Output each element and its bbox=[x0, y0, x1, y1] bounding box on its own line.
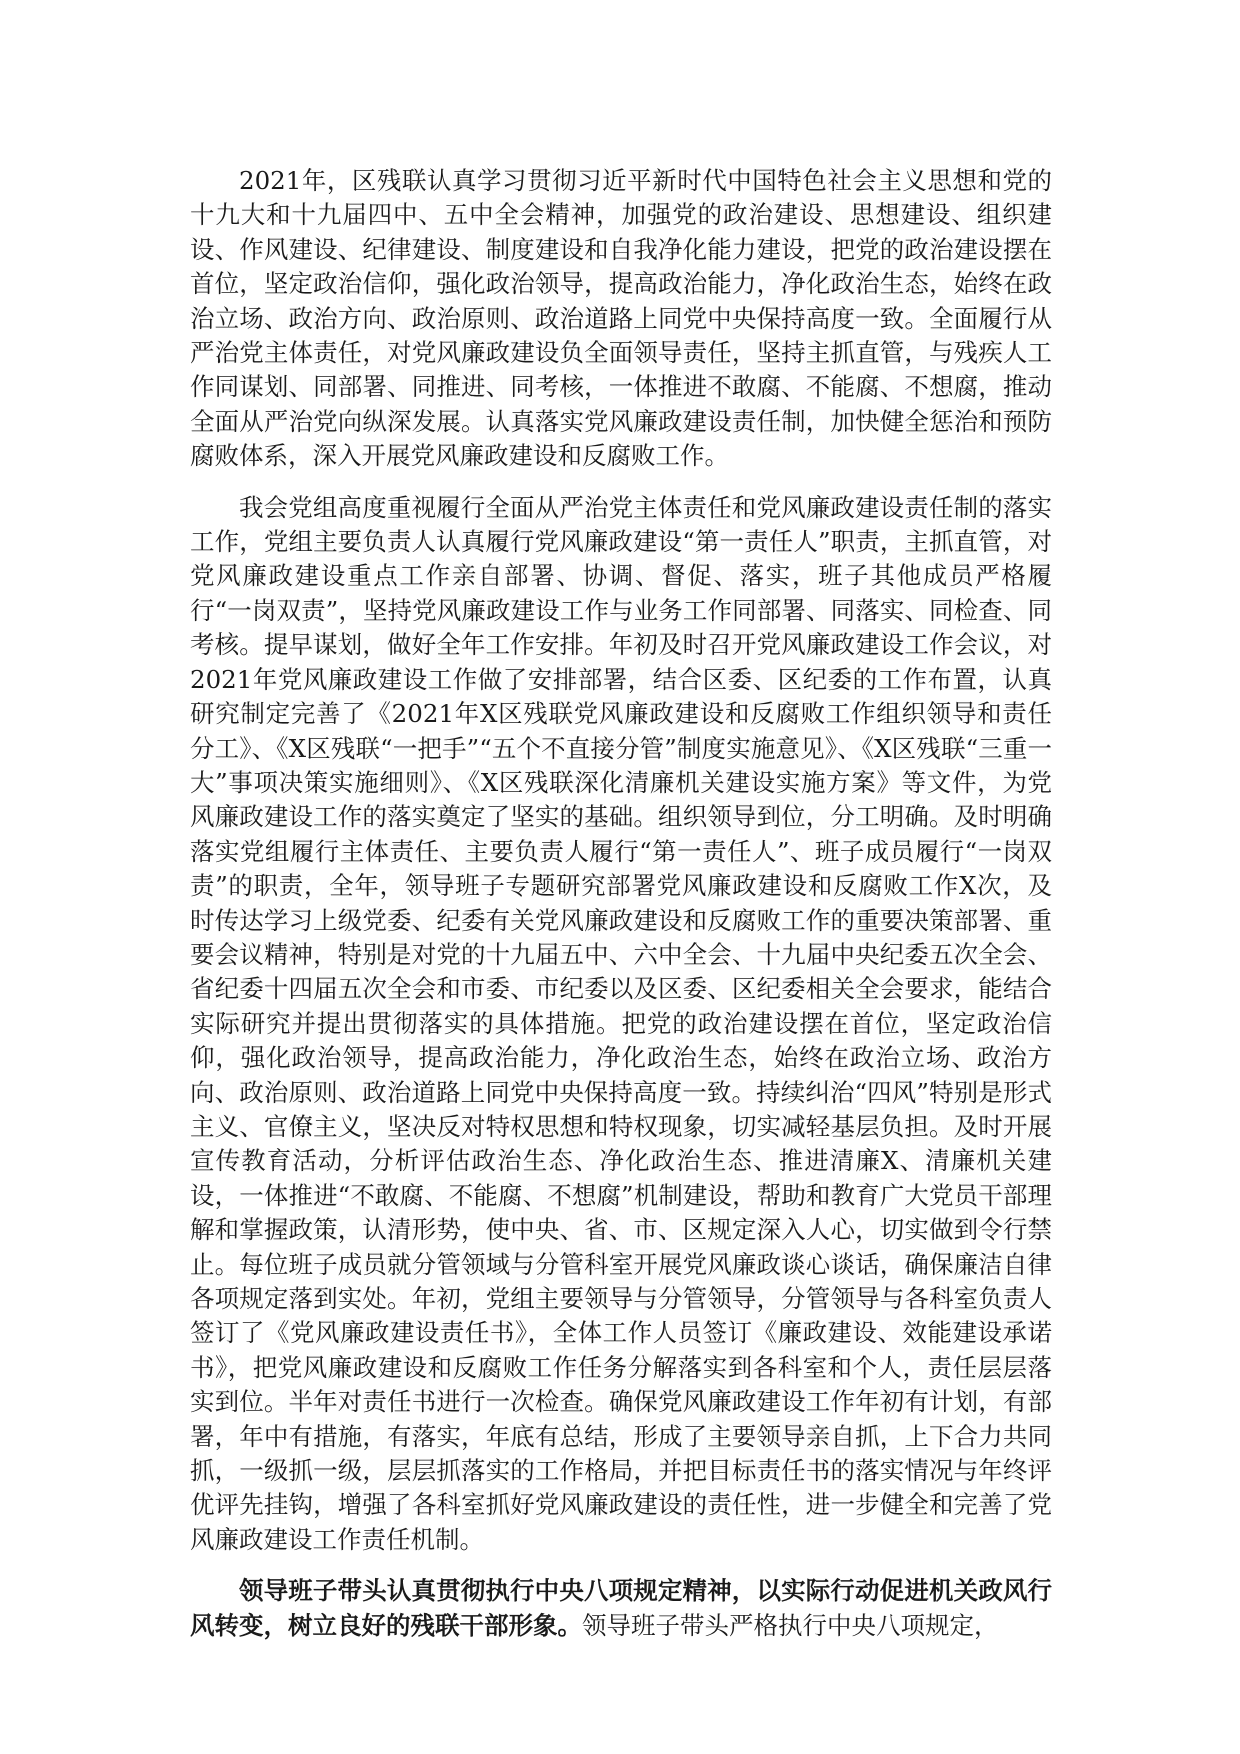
document-body bbox=[190, 164, 1052, 1643]
paragraph-overview: 2021年，区残联认真学习贯彻习近平新时代中国特色社会主义思想和党的十九大和十九届四中、五中全会精神，加强党的政治建设、思想建设、组织建设、作风建设、纪律建设、制度建设和自我净化能力建设，把党的政治建设摆在首位，坚定政治信仰，强化政治领导，提高政治能力，净化政治生态，始终在政治立场、政治方向、政治原则、政治道路上同党中央保持高度一致。全面履行从严治党主体责任，对党风廉政建设负全面领导责任，坚持主抓直管，与残疾人工作同谋划、同部署、同推进、同考核，一体推进不敢腐、不能腐、不想腐，推动全面从严治党向纵深发展。认真落实党风廉政建设责任制，加快健全惩治和预防腐败体系，深入开展党风廉政建设和反腐败工作。 bbox=[190, 166, 1052, 471]
paragraph-lead-sentence: 领导班子带头认真贯彻执行中央八项规定精神，以实际行动促进机关政风行风转变，树立良好的残联干部形象。 bbox=[190, 1576, 1052, 1640]
paragraph-eight-regulations bbox=[190, 1574, 1052, 1643]
paragraph-party-responsibility: 我会党组高度重视履行全面从严治党主体责任和党风廉政建设责任制的落实工作，党组主要负责人认真履行党风廉政建设“第一责任人”职责，主抓直管，对党风廉政建设重点工作亲自部署、协调、督促、落实，班子其他成员严格履行“一岗双责”，坚持党风廉政建设工作与业务工作同部署、同落实、同检查、同考核。提早谋划，做好全年工作安排。年初及时召开党风廉政建设工作会议，对2021年党风廉政建设工作做了安排部署，结合区委、区纪委的工作布置，认真研究制定完善了《2021年X区残联党风廉政建设和反腐败工作组织领导和责任分工》、《X区残联“一把手”“五个不直接分管”制度实施意见》、《X区残联“三重一大”事项决策实施细则》、《X区残联深化清廉机关建设实施方案》等文件，为党风廉政建设工作的落实奠定了坚实的基础。组织领导到位，分工明确。及时明确落实党组履行主体责任、主要负责人履行“第一责任人”、班子成员履行“一岗双责”的职责，全年，领导班子专题研究部署党风廉政建设和反腐败工作X次，及时传达学习上级党委、纪委有关党风廉政建设和反腐败工作的重要决策部署、重要会议精神，特别是对党的十九届五中、六中全会、十九届中央纪委五次全会、省纪委十四届五次全会和市委、市纪委以及区委、区纪委相关全会要求，能结合实际研究并提出贯彻落实的具体措施。把党的政治建设摆在首位，坚定政治信仰，强化政治领导，提高政治能力，净化政治生态，始终在政治立场、政治方向、政治原则、政治道路上同党中央保持高度一致。持续纠治“四风”特别是形式主义、官僚主义，坚决反对特权思想和特权现象，切实减轻基层负担。及时开展宣传教育活动，分析评估政治生态、净化政治生态、推进清廉X、清廉机关建设，一体推进“不敢腐、不能腐、不想腐”机制建设，帮助和教育广大党员干部理解和掌握政策，认清形势，使中央、省、市、区规定深入人心，切实做到令行禁止。每位班子成员就分管领域与分管科室开展党风廉政谈心谈话，确保廉洁自律各项规定落到实处。年初，党组主要领导与分管领导，分管领导与各科室负责人签订了《党风廉政建设责任书》，全体工作人员签订《廉政建设、效能建设承诺书》，把党风廉政建设和反腐败工作任务分解落实到各科室和个人，责任层层落实到位。半年对责任书进行一次检查。确保党风廉政建设工作年初有计划，有部署，年中有措施，有落实，年底有总结，形成了主要领导亲自抓，上下合力共同抓，一级抓一级，层层抓落实的工作格局，并把目标责任书的落实情况与年终评优评先挂钩，增强了各科室抓好党风廉政建设的责任性，进一步健全和完善了党风廉政建设工作责任机制。 bbox=[190, 492, 1052, 1554]
paragraph-body-text: 领导班子带头严格执行中央八项规定， bbox=[582, 1610, 999, 1640]
